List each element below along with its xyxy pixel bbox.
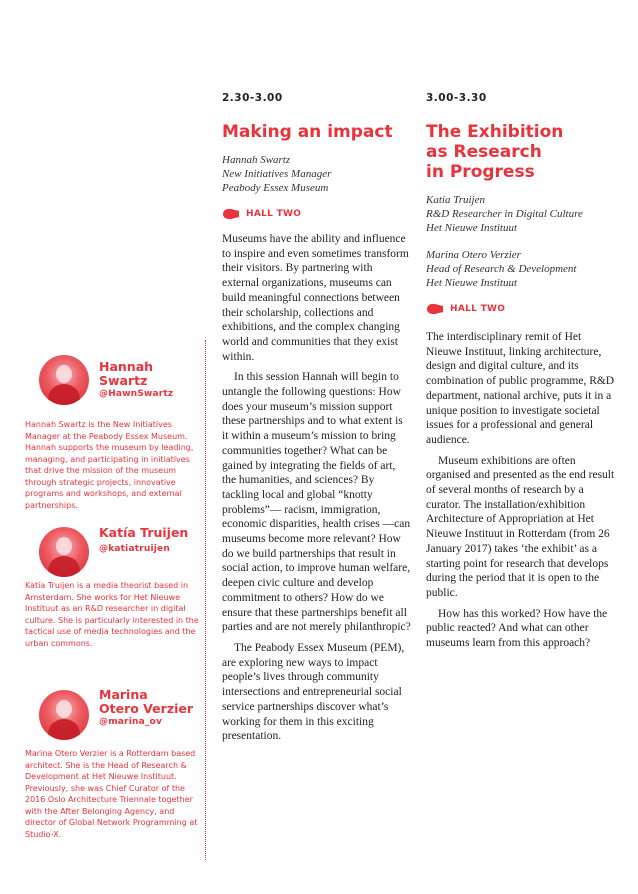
session-title-line: as Research [426,142,542,162]
speaker-handle: @HawnSwartz [99,389,174,399]
column-divider [205,340,206,860]
hall-name: HALL TWO [246,209,302,219]
presenter-name: Marina Otero Verzier [426,249,521,261]
avatar [39,355,89,405]
presenter-block [222,153,412,195]
presenter-name: Katia Truijen [426,194,485,206]
session-time: 2.30-3.00 [222,92,283,104]
speaker-name-line2: Otero Verzier [99,701,194,716]
session-title-line: The Exhibition [426,122,564,142]
session-time: 3.00-3.30 [426,92,487,104]
session-description [426,330,616,651]
avatar [39,690,89,740]
speaker-name-line1: Hannah [99,359,154,374]
speaker-bio: Marina Otero Verzier is a Rotterdam based architect. She is the Head of Research & Development at Het Nieuwe Instituut. Previously, she was Chief Curator of the 2016 Oslo Architecture Triennale together with the After Belonging Agency, and director of Global Network Programming at Studio-X. [25,749,198,839]
description-paragraph: The Peabody Essex Museum (PEM), are exploring new ways to impact people’s lives through community intersections and entrepreneurial social service partnerships discover what’s working for them in this exciting presentation. [222,641,405,743]
description-paragraph: How has this worked? How have the public reacted? And what can other museums learn from this approach? [426,607,608,650]
hall-label [222,209,412,219]
speaker-handle: @katiatruijen [99,544,170,554]
presenter-role: New Initiatives Manager [222,168,332,180]
speaker-name: Katía Truijen [99,525,189,540]
speakers-sidebar [0,0,205,894]
session-description [222,232,412,744]
speaker-name-line1: Marina [99,687,148,702]
speaker-name [99,688,193,716]
speaker-name [99,360,153,388]
location-marker-icon [222,208,240,220]
session-title-line: in Progress [426,162,535,182]
speaker-name-line2: Swartz [99,373,148,388]
location-marker-icon [426,303,444,315]
speaker-bio: Hannah Swartz is the New Initiatives Manager at the Peabody Essex Museum. Hannah supports the museum by leading, managing, and participating in initiatives that drive the mission of the museum through strategic projects, innovative programs and workshops, and external partnerships. [25,420,194,510]
avatar [39,527,89,577]
hall-name: HALL TWO [450,304,506,314]
hall-label [426,304,616,314]
speaker-handle: @marina_ov [99,717,163,727]
presenter-org: Het Nieuwe Instituut [426,222,518,234]
description-paragraph: Museums have the ability and influence to inspire and even sometimes transform their visitors. By partnering with external organizations, museums can build meaningful connections between their scholarship, collections and exhibitions, and the complex changing world and communities that they exist within. [222,233,409,363]
description-paragraph: In this session Hannah will begin to untangle the following questions: How does your museum’s mission support these partnerships and to what extent is it within a museum’s mission to bring communities together? What can be gained by integrating the fields of art, the humanities, and sciences? By tackling local and global “knotty problems”— racism, immigration, economic disparities, health crises —can museums become more relevant? How do we build partnerships that result in social action, to improve human welfare, deepen civic culture and develop commitment to others? How do we ensure that these partnerships benefit all parties and are not merely philanthropic? [222,371,411,634]
presenter-role: R&D Researcher in Digital Culture [426,208,583,220]
presenter-block [426,248,616,290]
description-paragraph: The interdisciplinary remit of Het Nieuwe Instituut, linking architecture, design and digital culture, and its combination of public programme, R&D department, national archive, puts it in a unique position to investigate societal issues for a professional and general audience. [426,331,615,446]
presenter-block [426,193,616,235]
presenter-name: Hannah Swartz [222,154,291,166]
presenter-org: Peabody Essex Museum [222,182,329,194]
session-title: Making an impact [222,122,393,142]
presenter-org: Het Nieuwe Instituut [426,277,518,289]
session-title [426,122,616,182]
session-exhibition-as-research [426,92,616,651]
speaker-bio: Katía Truijen is a media theorist based in Amsterdam. She works for Het Nieuwe Instituut as an R&D researcher in digital culture. She is particularly interested in the tactical use of media technologies and the urban commons. [25,581,199,648]
presenter-role: Head of Research & Development [426,263,577,275]
session-making-an-impact [222,92,412,744]
description-paragraph: Museum exhibitions are often organised and presented as the end result of several months of research by a curator. The installation/exhibition Architecture of Appropriation at Het Nieuwe Instituut in Rotterdam (from 26 January 2017) takes ‘the exhibit’ as a starting point for research that develops during the period that it is open to the public. [426,454,615,599]
